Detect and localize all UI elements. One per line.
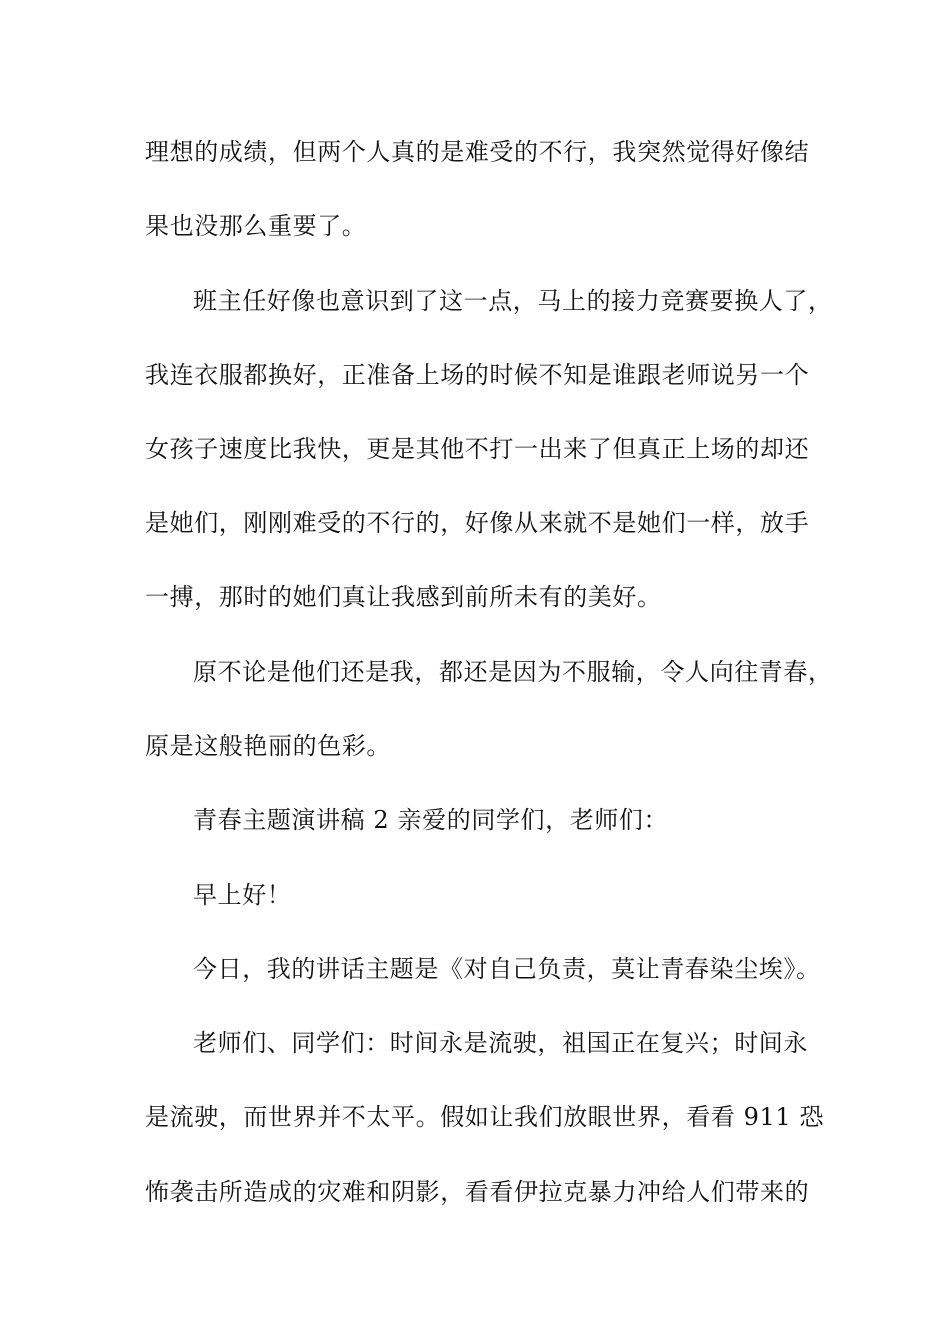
text-line: 果也没那么重要了。 (145, 212, 367, 240)
paragraph-start-line: 老师们、同学们：时间永是流驶，祖国正在复兴；时间永 (193, 1029, 808, 1057)
section-heading-line: 青春主题演讲稿 2 亲爱的同学们，老师们： (193, 806, 669, 834)
text-line: 我连衣服都换好，正准备上场的时候不知是谁跟老师说另一个 (145, 361, 810, 389)
paragraph-start-line: 班主任好像也意识到了这一点，马上的接力竞赛要换人了， (193, 287, 833, 315)
text-line: 原是这般艳丽的色彩。 (145, 732, 391, 760)
text-line: 怖袭击所造成的灾难和阴影，看看伊拉克暴力冲给人们带来的 (145, 1178, 810, 1206)
text-line: 一搏，那时的她们真让我感到前所未有的美好。 (145, 583, 662, 611)
text-line: 理想的成绩，但两个人真的是难受的不行，我突然觉得好像结 (145, 138, 810, 166)
paragraph-start-line: 今日，我的讲话主题是《对自己负责，莫让青春染尘埃》。 (193, 955, 821, 983)
text-line: 是她们，刚刚难受的不行的，好像从来就不是她们一样，放手 (145, 509, 810, 537)
paragraph-start-line: 原不论是他们还是我，都还是因为不服输，令人向往青春， (193, 658, 833, 686)
text-line: 是流驶，而世界并不太平。假如让我们放眼世界，看看 911 恐 (145, 1103, 825, 1131)
greeting-line: 早上好！ (193, 881, 292, 909)
text-line: 女孩子速度比我快，更是其他不打一出来了但真正上场的却还 (145, 435, 810, 463)
